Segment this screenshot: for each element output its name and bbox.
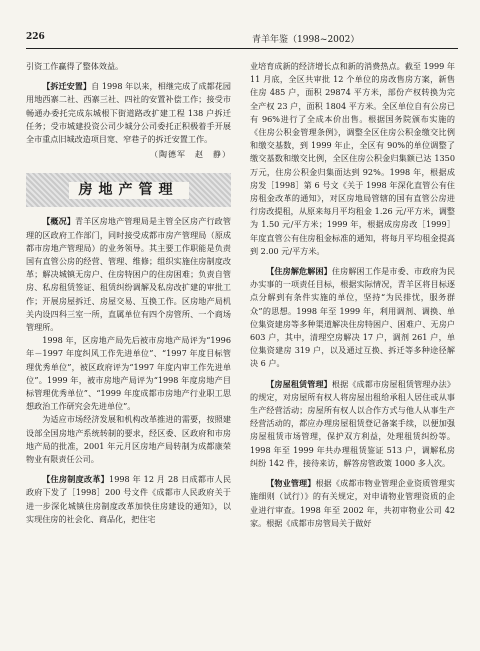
entry-text: 住房解困工作是市委、市政府为民办实事的一项责任目标，根据实际情况，青羊区将目标逐点分解到有条件实施的单位，坚持“为民排忧，服务群众”的思想。1998 年至 1999 年，利用调剂、调换、单位集资建房等多种渠道解决住房特困户、困难户、无房户 603 户，其中，清理空房解决 17 户，调剂 261 户，单位集资建房 319 户，以及通过互换、拆迁等多种途径解决 6 户。	[250, 266, 455, 369]
entry-tag: 【拆迁安置】	[42, 81, 92, 92]
book-title: 青羊年鉴（1998~2002）	[252, 35, 360, 45]
running-header	[26, 30, 458, 49]
entry-tag: 【住房制度改革】	[42, 474, 110, 485]
entry-text: 1998 年 12 月 28 日成都市人民政府下发了［1998］200 号文件《成都市人民政府关于进一步深化城镇住房制度改革加快住房建设的通知》，以实现住房的社会化、商品化，把住宅	[26, 474, 231, 524]
entry-text: 根据《成都市房屋租赁管理办法》的规定，对房屋所有权人将房屋出租给承租人居住或从事生产经营活动；房屋所有权人以合作方式与他人从事生产经营活动的，都应办理房屋租赁登记备案手续，以便加强房屋租赁市场管理，保护双方利益，处理租赁纠纷等。1998 年至 1999 年共办理租赁鉴证 513 户，调解私房纠纷 142 件，接待来访，解答房管政策 1000 多人次。	[250, 378, 455, 468]
paragraph-property-management	[250, 477, 455, 530]
left-column	[26, 60, 231, 526]
paragraph-housing-relief	[250, 265, 455, 371]
paragraph: 1998 年，区房地产局先后被市房地产局评为“1996 年－1997 年度纠风工作先进单位”、“1997 年度目标管理优秀单位”，被区政府评为“1997 年度内审工作先进单位”。1999 年，被市房地产局评为“1998 年度房地产目标管理优秀单位”、“1999 年度成都市房地产行业职工思想政治工作研究会先进单位”。	[26, 335, 231, 412]
paragraph-demolition	[26, 80, 231, 146]
entry-tag: 【物业管理】	[266, 478, 316, 489]
paragraph-overview	[26, 215, 231, 334]
entry-text: 自 1998 年以来，相继完成了成都花园用地西寨二社、西寨三社、四社的安置补偿工作；接受市畅通办委托完成东城根下街道路改扩建工程 138 户拆迁任务；受市城建投资公司少城分公司委托正积极着手开展全市重点旧城改造项目宽、窄巷子的拆迁安置工作。	[26, 81, 231, 145]
entry-tag: 【住房解危解困】	[266, 266, 332, 277]
page-number: 226	[26, 32, 45, 42]
paragraph: 业培育成新的经济增长点和新的消费热点。截至 1999 年 11 月底，全区共审批 12 个单位的房改售房方案，新售住房 485 户，面积 29874 平方米，部份产权转换为完全产权 23 户，面积 1804 平方米。全区单位自有公房已有 96%进行了全成本价出售。根据国务院颁布实施的《住房公积金管理条例》，调整全区住房公积金缴交比例和缴交基数，到 1999 年止，全区有 90%的单位调整了缴交基数和缴交比例，全区住房公积金归集额已达 1350 万元，住房公积金归集面达到 92%。1998 年，根据成房发［1998］第 6 号文《关于 1998 年深化直管公有住房租金改革的通知》，对区房地局管辖的国有直管公房进行房改提租，从原来每月平均租金 1.26 元/平方米，调整为 1.50 元/平方米；1999 年，根据成房房改［1999］年度直管公有住房租金标准的通知，将每月平均租金提高到 2.00 元/平方米。	[250, 61, 455, 256]
section-title: 房地产管理	[69, 182, 189, 199]
entry-tag: 【概况】	[42, 216, 76, 227]
entry-text: 根据《成都市物业管理企业资质管理实施细则（试行）》的有关规定，对申请物业管理资质的企业进行审查。1998 年至 2002 年，共初审物业公司 42 家。根据《成都市房管局关于做好	[250, 478, 455, 528]
paragraph-lease-management	[250, 378, 455, 470]
section-banner	[26, 173, 231, 207]
entry-tag: 【房屋租赁管理】	[266, 378, 332, 389]
paragraph: 为适应市场经济发展和机构改革推进的需要，按照建设部全国房地产系统转制的要求，经区委、区政府和市房地产局的批准，2001 年元月区房地产局转制为成都康荣物业有限责任公司。	[26, 414, 231, 465]
entry-text: 青羊区房地产管理局是主管全区房产行政管理的区政府工作部门，同时接受成都市房产管理局（原成都市房地产管理局）的业务领导。其主要工作职能是负责国有直管公房的经营、管理、维修；组织实施住房制度改革；解决城镇无房户、住房特困户的住房困难；负责自管房、私房租赁签证、租赁纠纷调解及私房改扩建的审批工作；开展房屋拆迁、房屋交易、互换工作。区房地产局机关内设四科三室一所，直属单位有四个房管所、一个商场管理所。	[26, 216, 231, 333]
paragraph: 引资工作赢得了整体效益。	[26, 61, 124, 71]
paragraph-housing-reform	[26, 473, 231, 526]
author-credit: （陶德军 赵 静）	[150, 150, 231, 160]
right-column	[250, 60, 455, 530]
